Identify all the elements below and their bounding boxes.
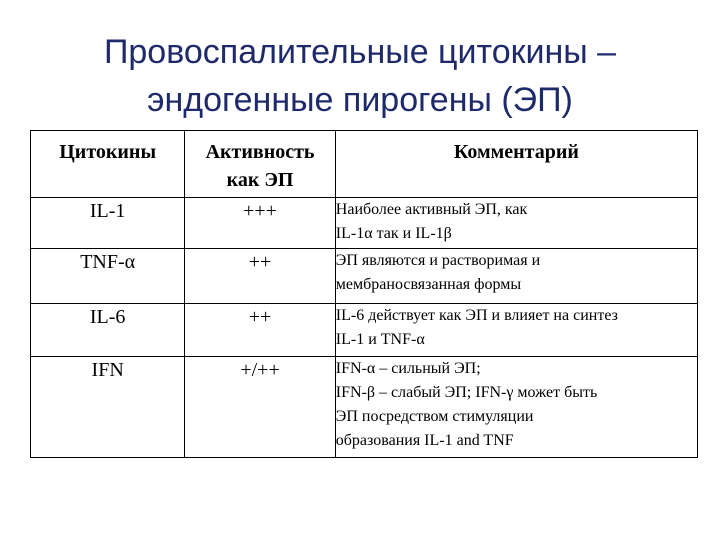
cell-cytokine-name: IL-1: [31, 198, 185, 249]
cell-cytokine-name: IL-6: [31, 304, 185, 357]
title-line-1: Провоспалительные цитокины –: [103, 33, 617, 71]
table-row: [31, 304, 698, 357]
comment-line: мембраносвязанная формы: [335, 276, 522, 293]
comment-line: IFN-α – сильный ЭП;: [335, 360, 481, 377]
header-cytokines: [31, 131, 185, 198]
header-activity: [185, 131, 335, 198]
cell-activity: ++: [185, 249, 335, 304]
table-row: [31, 357, 698, 458]
comment-line: IL-6 действует как ЭП и влияет на синтез: [335, 307, 618, 324]
header-activity-line-2: как ЭП: [226, 169, 294, 191]
cell-comment: [335, 249, 697, 304]
comment-line: IL-1 и TNF-α: [335, 331, 425, 348]
cell-cytokine-name: TNF-α: [31, 249, 185, 304]
cytokines-table: [30, 130, 698, 458]
cell-cytokine-name: IFN: [31, 357, 185, 458]
comment-line: IFN-β – слабый ЭП; IFN-γ может быть: [335, 384, 598, 401]
cell-activity: +/++: [185, 357, 335, 458]
cell-comment: [335, 198, 697, 249]
title-line-2: эндогенные пирогены (ЭП): [147, 81, 573, 119]
header-comment: [335, 131, 697, 198]
cell-activity: +++: [185, 198, 335, 249]
comment-line: Наиболее активный ЭП, как: [335, 201, 528, 218]
cell-comment: [335, 357, 697, 458]
table-row: [31, 198, 698, 249]
header-comment-label: Комментарий: [453, 141, 579, 163]
slide-title: [20, 28, 700, 124]
comment-line: IL-1α так и IL-1β: [335, 225, 452, 242]
header-activity-line-1: Активность: [205, 141, 315, 163]
header-cytokines-label: Цитокины: [59, 141, 157, 163]
cell-comment: [335, 304, 697, 357]
comment-line: ЭП посредством стимуляции: [335, 408, 534, 425]
comment-line: ЭП являются и растворимая и: [335, 252, 541, 269]
comment-line: образования IL-1 and TNF: [335, 432, 514, 449]
cell-activity: ++: [185, 304, 335, 357]
table-row: [31, 249, 698, 304]
table-header-row: [31, 131, 698, 198]
